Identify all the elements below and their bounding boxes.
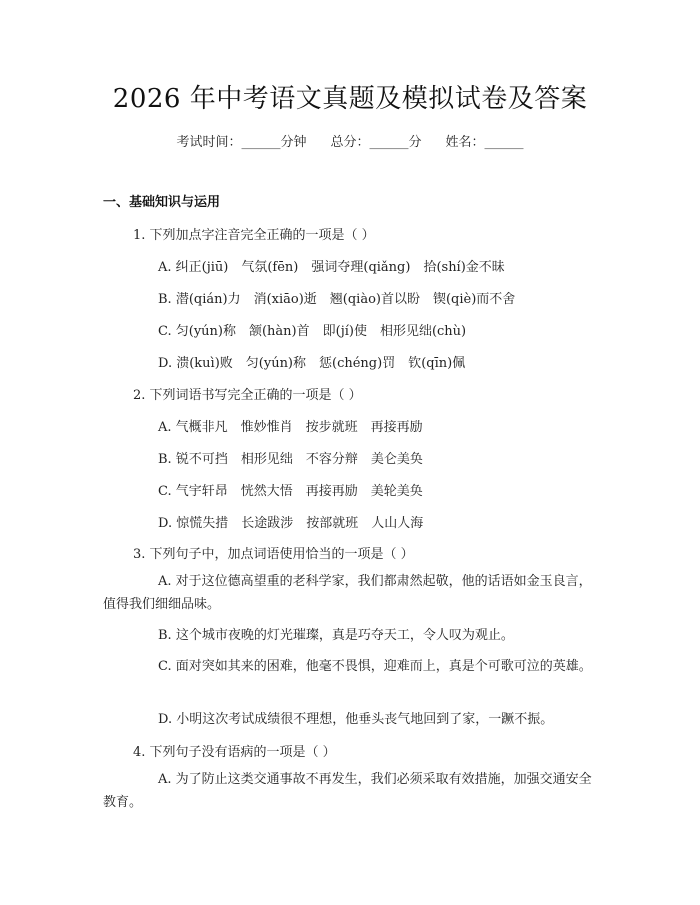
exam-meta <box>0 131 700 150</box>
question-3-option-b: B. 这个城市夜晚的灯光璀璨，真是巧夺天工，令人叹为观止。 <box>158 628 514 643</box>
total-score-field: 总分：______分 <box>330 135 422 150</box>
question-2-stem: 2. 下列词语书写完全正确的一项是（ ） <box>133 388 362 403</box>
question-4-option-a: A. 为了防止这类交通事故不再发生，我们必须采取有效措施，加强交通安全教育。 <box>103 772 592 810</box>
question-3-option-a: A. 对于这位德高望重的老科学家，我们都肃然起敬，他的话语如金玉良言，值得我们细细品味。 <box>103 574 592 612</box>
page-title: 2026 年中考语文真题及模拟试卷及答案 <box>112 84 588 114</box>
question-1-option-b: B. 潜(qián)力 消(xiāo)逝 翘(qiào)首以盼 锲(qiè)而不舍 <box>158 292 516 307</box>
question-2-option-d: D. 惊慌失措 长途跋涉 按部就班 人山人海 <box>158 516 424 531</box>
question-3-option-c: C. 面对突如其来的困难，他毫不畏惧，迎难而上，真是个可歌可泣的英雄。 <box>158 659 592 674</box>
question-1-option-c: C. 匀(yún)称 颔(hàn)首 即(jí)使 相形见绌(chù) <box>158 324 467 339</box>
question-3-option-d: D. 小明这次考试成绩很不理想，他垂头丧气地回到了家，一蹶不振。 <box>158 712 554 727</box>
name-field: 姓名：______ <box>445 135 524 150</box>
question-1-stem: 1. 下列加点字注音完全正确的一项是（ ） <box>133 228 375 243</box>
exam-time-field: 考试时间：______分钟 <box>176 135 307 150</box>
question-4-stem: 4. 下列句子没有语病的一项是（ ） <box>133 745 336 760</box>
question-1-option-d: D. 溃(kuì)败 匀(yún)称 惩(chéng)罚 钦(qīn)佩 <box>158 356 466 371</box>
question-1-option-a: A. 纠正(jiū) 气氛(fēn) 强词夺理(qiǎng) 拾(shí)金不昧 <box>158 260 505 275</box>
section-heading-basics: 一、基础知识与运用 <box>103 195 221 210</box>
question-2-option-c: C. 气宇轩昂 恍然大悟 再接再励 美轮美奂 <box>158 484 423 499</box>
question-3-stem: 3. 下列句子中，加点词语使用恰当的一项是（ ） <box>133 547 414 562</box>
question-2-option-b: B. 锐不可挡 相形见绌 不容分辩 美仑美奂 <box>158 452 423 467</box>
question-2-option-a: A. 气概非凡 惟妙惟肖 按步就班 再接再励 <box>158 420 423 435</box>
